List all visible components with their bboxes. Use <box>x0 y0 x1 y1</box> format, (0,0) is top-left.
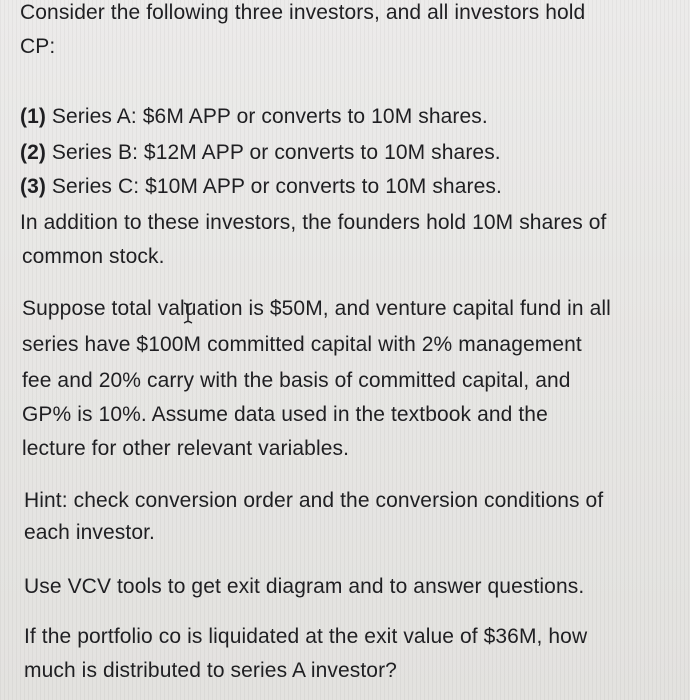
hint-line-1: Hint: check conversion order and the conversion conditions of <box>24 489 604 512</box>
valuation-line-2: series have $100M committed capital with 2% management <box>22 333 582 356</box>
final-question-line-2: much is distributed to series A investor? <box>24 659 397 682</box>
founders-line-2: common stock. <box>22 245 165 268</box>
investor-item-series-b <box>20 136 501 170</box>
founders-line-1: In addition to these investors, the founders hold 10M shares of <box>20 211 607 234</box>
valuation-line-1: Suppose total valuation is $50M, and venture capital fund in all <box>22 297 611 320</box>
final-question-line-1: If the portfolio co is liquidated at the exit value of $36M, how <box>24 625 588 648</box>
investor-number: (1) <box>20 105 46 128</box>
investor-number: (2) <box>20 141 46 164</box>
text-cursor-icon <box>183 302 193 324</box>
investor-item-series-c <box>20 170 502 204</box>
investor-number: (3) <box>20 175 46 198</box>
intro-line-2: CP: <box>20 35 56 58</box>
tools-line-1: Use VCV tools to get exit diagram and to answer questions. <box>24 575 585 598</box>
valuation-line-3: fee and 20% carry with the basis of committed capital, and <box>22 369 571 392</box>
valuation-line-4: GP% is 10%. Assume data used in the textbook and the <box>22 403 548 426</box>
intro-line-1: Consider the following three investors, and all investors hold <box>20 1 586 24</box>
investor-item-series-a <box>20 100 488 134</box>
investor-text: Series C: $10M APP or converts to 10M shares. <box>45 175 502 198</box>
investor-text: Series A: $6M APP or converts to 10M shares. <box>45 105 488 128</box>
valuation-line-5: lecture for other relevant variables. <box>22 437 350 460</box>
investor-text: Series B: $12M APP or converts to 10M shares. <box>45 141 501 164</box>
hint-line-2: each investor. <box>24 521 155 544</box>
